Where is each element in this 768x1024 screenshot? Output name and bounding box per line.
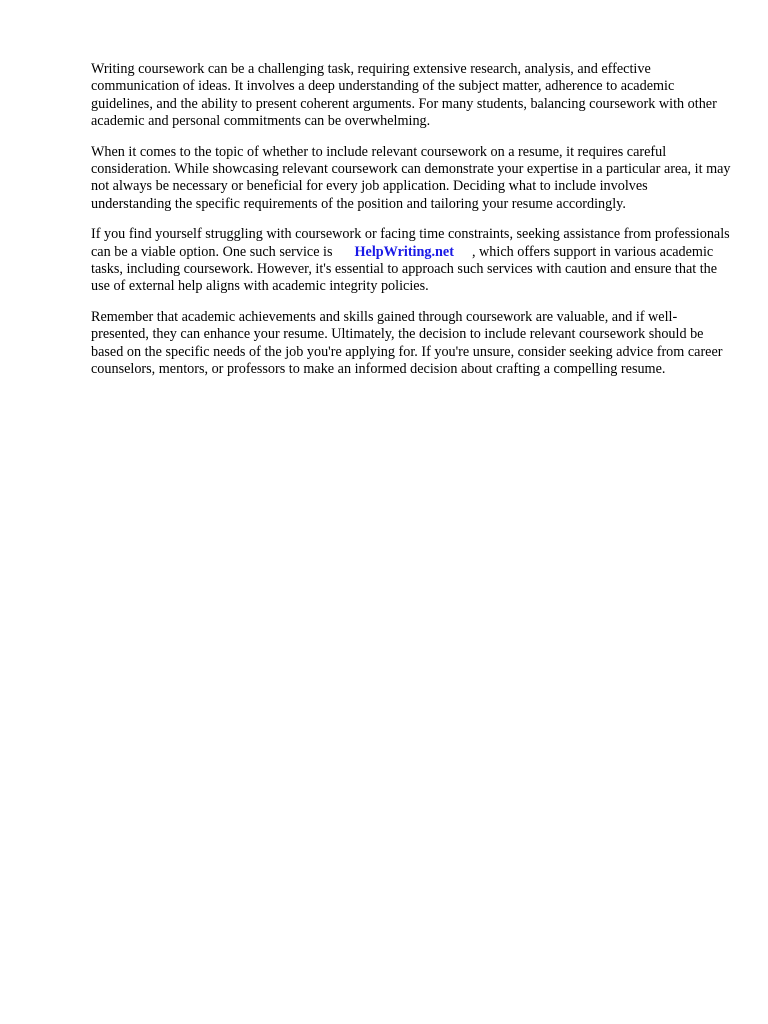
paragraph-assistance-before: If you find yourself struggling with coursework or facing time constraints, seeking assistance from professionals can be a viable option. One such service is bbox=[91, 226, 730, 260]
paragraph-assistance-after: , which offers support in various academic tasks, including coursework. However, it's essential to approach such services with caution and ensure that the use of external help aligns with academic integrity policies. bbox=[91, 243, 718, 295]
paragraph-intro: Writing coursework can be a challenging task, requiring extensive research, analysis, and effective communication of ideas. It involves a deep understanding of the subject matter, adherence to academic guidelines, and the ability to present coherent arguments. For many students, balancing coursework with other academic and personal commitments can be overwhelming. bbox=[91, 61, 717, 130]
helpwriting-link[interactable]: HelpWriting.net bbox=[354, 243, 454, 260]
paragraph-assistance bbox=[91, 226, 731, 296]
paragraph-conclusion: Remember that academic achievements and skills gained through coursework are valuable, and if well-presented, they can enhance your resume. Ultimately, the decision to include relevant coursework should be based on the specific needs of the job you're applying for. If you're unsure, consider seeking advice from career counselors, mentors, or professors to make an informed decision about crafting a compelling resume. bbox=[91, 308, 723, 378]
document-body bbox=[91, 61, 731, 392]
paragraph-resume-coursework: When it comes to the topic of whether to include relevant coursework on a resume, it requires careful consideration. While showcasing relevant coursework can demonstrate your expertise in a particular area, it may not always be necessary or beneficial for every job application. Deciding what to include involves understanding the specific requirements of the position and tailoring your resume accordingly. bbox=[91, 143, 731, 212]
